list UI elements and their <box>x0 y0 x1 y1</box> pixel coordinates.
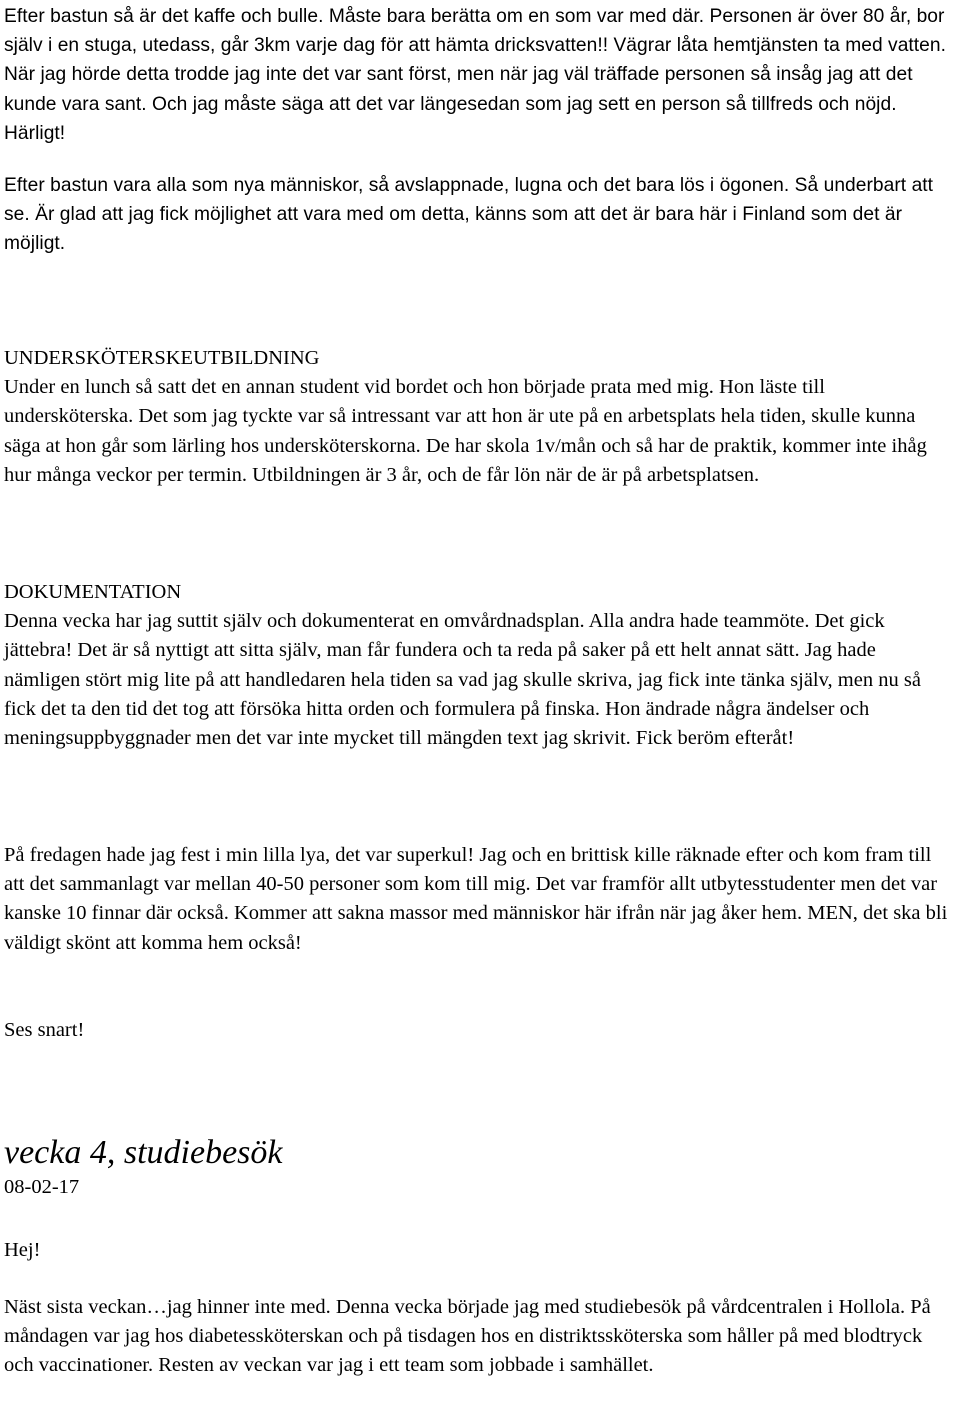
after-sauna-paragraph: Efter bastun vara alla som nya människor, så avslappnade, lugna och det bara lös i ögonen. Så underbart att se. Är glad att jag fick möjlighet att vara med om detta, känns som att det är bara här i Finland som det är möjligt. <box>4 175 934 255</box>
post-body: Näst sista veckan…jag hinner inte med. Denna vecka började jag med studiebesök på vårdcentralen i Hollola. På måndagen var jag hos diabetessköterskan och på tisdagen hos en distriktssköterska som håller på med blodtryck och vaccinationer. Resten av veckan var jag i ett team som jobbade i samhället. <box>4 1296 931 1377</box>
section-nurse-education <box>4 344 954 490</box>
post-greeting: Hej! <box>4 1239 41 1261</box>
post-date: 08-02-17 <box>4 1176 80 1198</box>
section-heading-nurse-education: UNDERSKÖTERSKEUTBILDNING <box>4 347 320 369</box>
section-body-nurse-education: Under en lunch så satt det en annan student vid bordet och hon började prata med mig. Hon läste till undersköterska. Det som jag tyckte var så intressant var att hon är ute på en arbetsplats hela tiden, skulle kunna säga at hon går som lärling hos undersköterskorna. De har skola 1v/mån och så har de praktik, kommer inte ihåg hur många veckor per termin. Utbildningen är 3 år, och de får lön när de är på arbetsplatsen. <box>4 376 927 486</box>
signoff: Ses snart! <box>4 1019 85 1041</box>
blog-post <box>4 1133 954 1201</box>
intro-paragraph: Efter bastun så är det kaffe och bulle. Måste bara berätta om en som var med där. Personen är över 80 år, bor själv i en stuga, utedass, går 3km varje dag för att hämta dricksvatten!! Vägrar låta hemtjänsten ta med vatten. När jag hörde detta trodde jag inte det var sant först, men när jag väl träffade personen så insåg jag att det kunde vara sant. Och jag måste säga att det var längesedan som jag sett en person så tillfreds och nöjd. Härligt! <box>4 6 947 144</box>
section-body-documentation: Denna vecka har jag suttit själv och dokumenterat en omvårdnadsplan. Alla andra hade teammöte. Det gick jättebra! Det är så nyttigt att sitta själv, man får fundera och ta reda på saker på ett helt annat sätt. Jag hade nämligen stört mig lite på att handledaren hela tiden sa vad jag skulle skriva, jag fick inte tänka själv, men nu så fick det ta den tid det tog att försöka hitta orden och formulera på finska. Hon ändrade några ändelser och meningsuppbyggnader men det var inte mycket till mängden text jag skrivit. Fick beröm efteråt! <box>4 610 921 750</box>
post-title: vecka 4, studiebesök <box>4 1134 283 1171</box>
section-heading-documentation: DOKUMENTATION <box>4 581 182 603</box>
section-documentation <box>4 578 954 753</box>
party-paragraph: På fredagen hade jag fest i min lilla lya, det var superkul! Jag och en brittisk kille räknade efter och kom fram till att det sammanlagt var mellan 40-50 personer som kom till mig. Det var framför allt utbytesstudenter men det var kanske 10 finnar där också. Kommer att sakna massor med människor här ifrån när jag åker hem. MEN, det ska bli väldigt skönt att komma hem också! <box>4 844 948 954</box>
